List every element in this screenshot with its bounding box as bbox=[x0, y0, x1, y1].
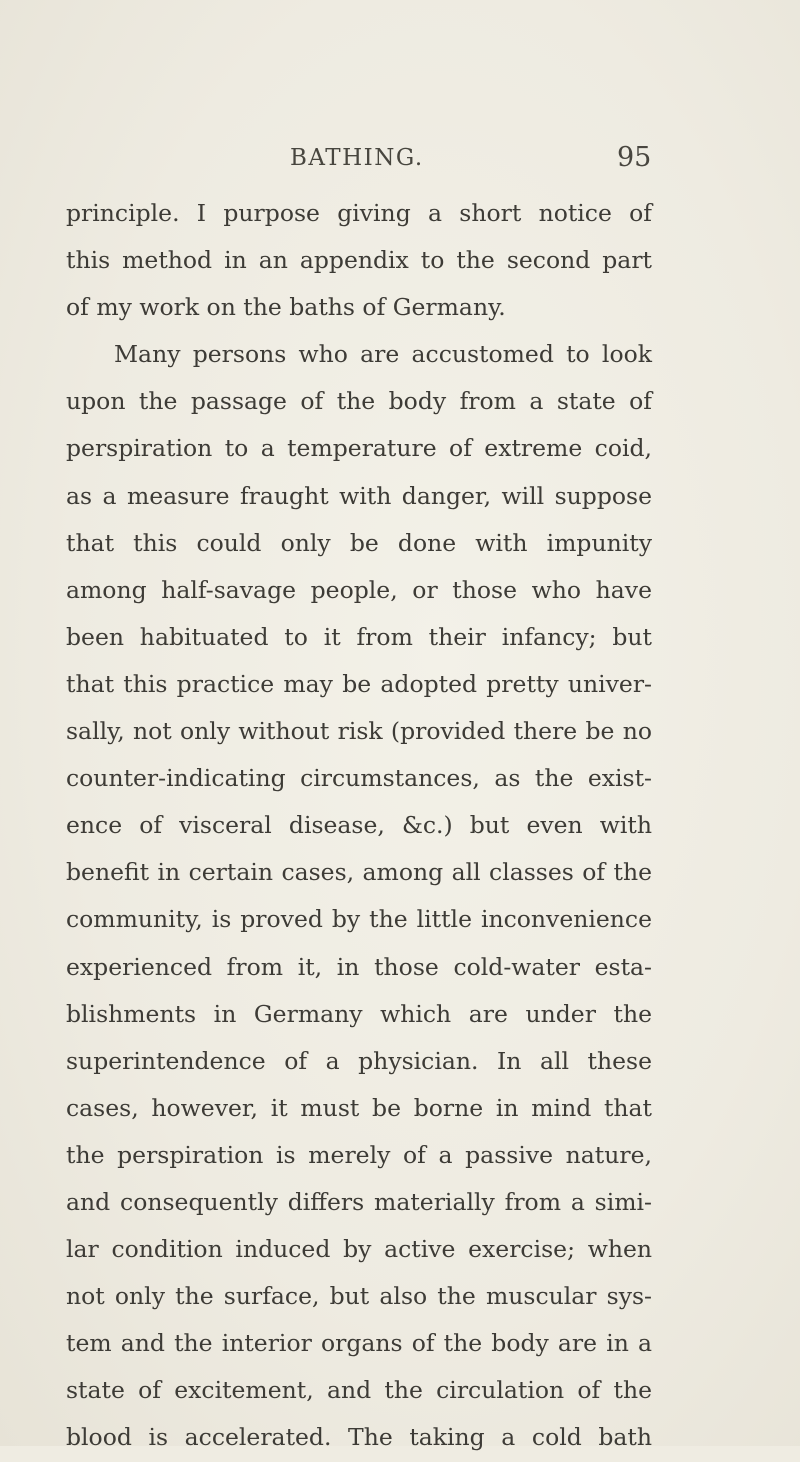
text-line: the perspiration is merely of a passive nature, bbox=[66, 1140, 652, 1169]
body-text bbox=[66, 190, 652, 1462]
text-line: community, is proved by the little inconvenience bbox=[66, 905, 652, 934]
text-line: state of excitement, and the circulation of the bbox=[66, 1376, 652, 1405]
text-line: perspiration to a temperature of extreme coid, bbox=[66, 434, 652, 463]
text-line: that this could only be done with impunity bbox=[66, 528, 652, 557]
text-line: this method in an appendix to the second part bbox=[66, 246, 652, 275]
text-line: blishments in Germany which are under the bbox=[66, 999, 652, 1028]
text-line: lar condition induced by active exercise; when bbox=[66, 1235, 652, 1264]
text-line: and consequently differs materially from a simi- bbox=[66, 1187, 652, 1216]
text-line: as a measure fraught with danger, will suppose bbox=[66, 481, 652, 510]
text-line: Many persons who are accustomed to look bbox=[114, 340, 652, 369]
text-line: been habituated to it from their infancy; but bbox=[66, 622, 652, 651]
text-line: that this practice may be adopted pretty univer- bbox=[66, 669, 652, 698]
running-head bbox=[0, 138, 800, 178]
text-line: benefit in certain cases, among all classes of the bbox=[66, 858, 652, 887]
text-line: blood is accelerated. The taking a cold bath bbox=[66, 1423, 652, 1452]
text-line: sally, not only without risk (provided there be no bbox=[66, 717, 652, 746]
text-line: upon the passage of the body from a state of bbox=[66, 387, 652, 416]
page-number: 95 bbox=[617, 142, 652, 173]
text-line: principle. I purpose giving a short notice of bbox=[66, 199, 652, 227]
text-line: ence of visceral disease, &c.) but even with bbox=[66, 811, 652, 840]
running-title: BATHING. bbox=[290, 145, 424, 171]
text-line: among half-savage people, or those who have bbox=[66, 575, 652, 604]
text-line: counter-indicating circumstances, as the exist- bbox=[66, 764, 652, 793]
text-line: cases, however, it must be borne in mind that bbox=[66, 1093, 652, 1122]
text-line: experienced from it, in those cold-water esta- bbox=[66, 952, 652, 981]
text-line: tem and the interior organs of the body are in a bbox=[66, 1329, 652, 1358]
text-line: not only the surface, but also the muscular sys- bbox=[66, 1282, 652, 1311]
text-line: superintendence of a physician. In all these bbox=[66, 1046, 652, 1075]
text-line: of my work on the baths of Germany. bbox=[66, 293, 506, 322]
